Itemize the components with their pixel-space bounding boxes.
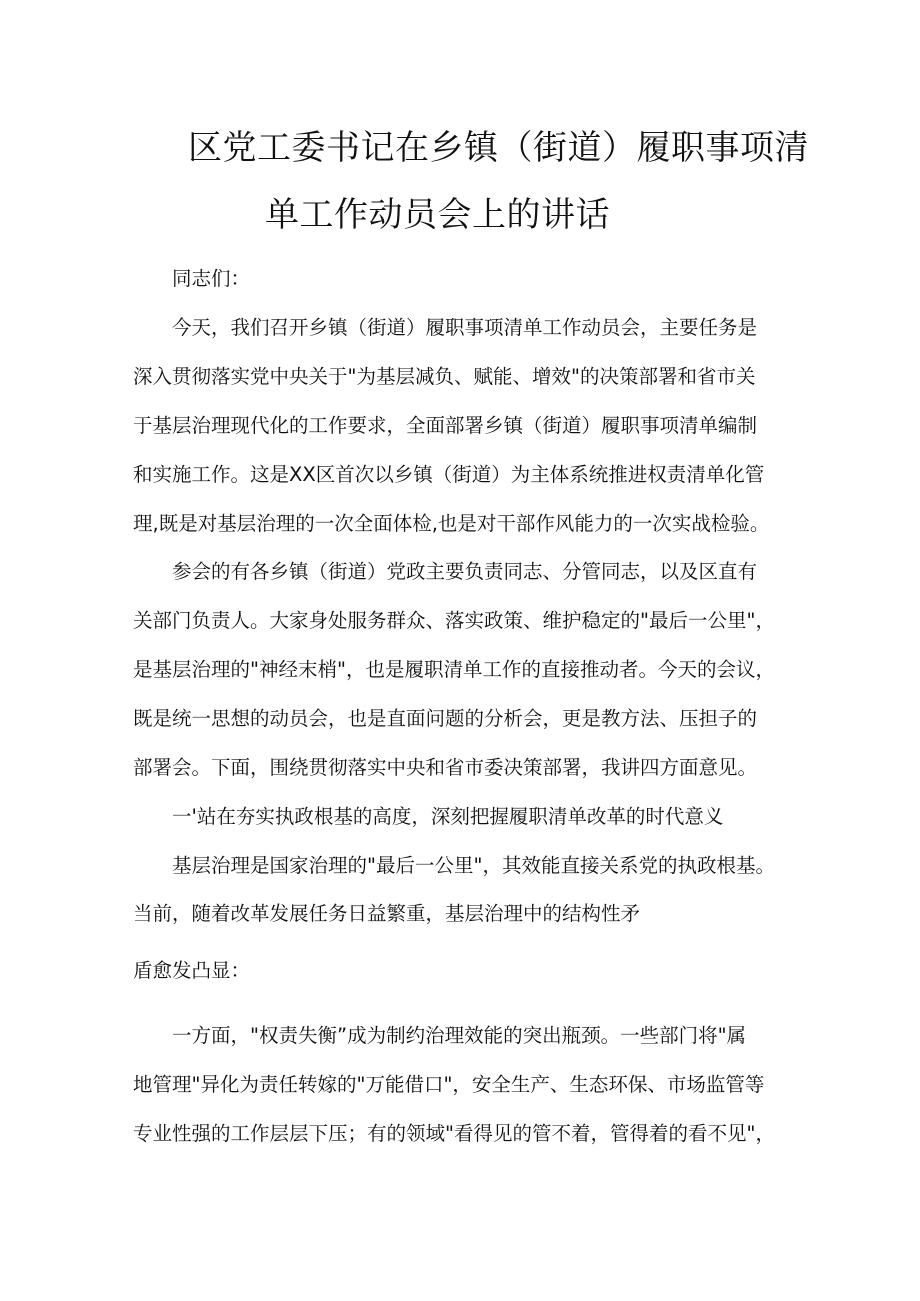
paragraph-1-line-1: 今天，我们召开乡镇（街道）履职事项清单工作动员会，主要任务是 <box>172 316 758 339</box>
paragraph-1-line-4: 和实施工作。这是XX区首次以乡镇（街道）为主体系统推进权责清单化管 <box>133 463 765 486</box>
paragraph-3-line-2: 当前，随着改革发展任务日益繁重，基层治理中的结构性矛 <box>133 902 641 925</box>
paragraph-1-line-3: 于基层治理现代化的工作要求，全面部署乡镇（街道）履职事项清单编制 <box>133 414 758 437</box>
paragraph-4-line-3: 专业性强的工作层层下压；有的领域"看得见的管不着，管得着的看不见"， <box>133 1122 775 1145</box>
paragraph-3-line-3: 盾愈发凸显： <box>133 959 251 982</box>
section-heading-1: 一'站在夯实执政根基的高度，深刻把握履职清单改革的时代意义 <box>172 805 724 828</box>
paragraph-1-line-2: 深入贯彻落实党中央关于"为基层减负、赋能、增效"的决策部署和省市关 <box>133 365 756 388</box>
paragraph-2-line-1: 参会的有各乡镇（街道）党政主要负责同志、分管同志，以及区直有 <box>172 560 758 583</box>
paragraph-2-line-5: 部署会。下面，围绕贯彻落实中央和省市委决策部署，我讲四方面意见。 <box>133 756 758 779</box>
paragraph-2-line-2: 关部门负责人。大家身处服务群众、落实政策、维护稳定的"最后一公里"， <box>133 609 775 632</box>
paragraph-2-line-4: 既是统一思想的动员会，也是直面问题的分析会，更是教方法、压担子的 <box>133 707 758 730</box>
salutation: 同志们： <box>172 267 251 290</box>
document-title-line-1: 区党工委书记在乡镇（街道）履职事项清 <box>188 128 809 168</box>
paragraph-4-line-2: 地管理"异化为责任转嫁的"万能借口"，安全生产、生态环保、市场监管等 <box>133 1073 765 1096</box>
paragraph-4-line-1: 一方面，"权责失衡”成为制约治理效能的突出瓶颈。一些部门将"属 <box>172 1024 747 1047</box>
document-title-line-2: 单工作动员会上的讲话 <box>265 195 610 235</box>
paragraph-1-line-5: 理,既是对基层治理的一次全面体检,也是对干部作风能力的一次实战检验。 <box>133 512 770 535</box>
paragraph-3-line-1: 基层治理是国家治理的"最后一公里"，其效能直接关系党的执政根基。 <box>172 854 775 877</box>
paragraph-2-line-3: 是基层治理的"神经末梢"，也是履职清单工作的直接推动者。今天的会议， <box>133 658 775 681</box>
